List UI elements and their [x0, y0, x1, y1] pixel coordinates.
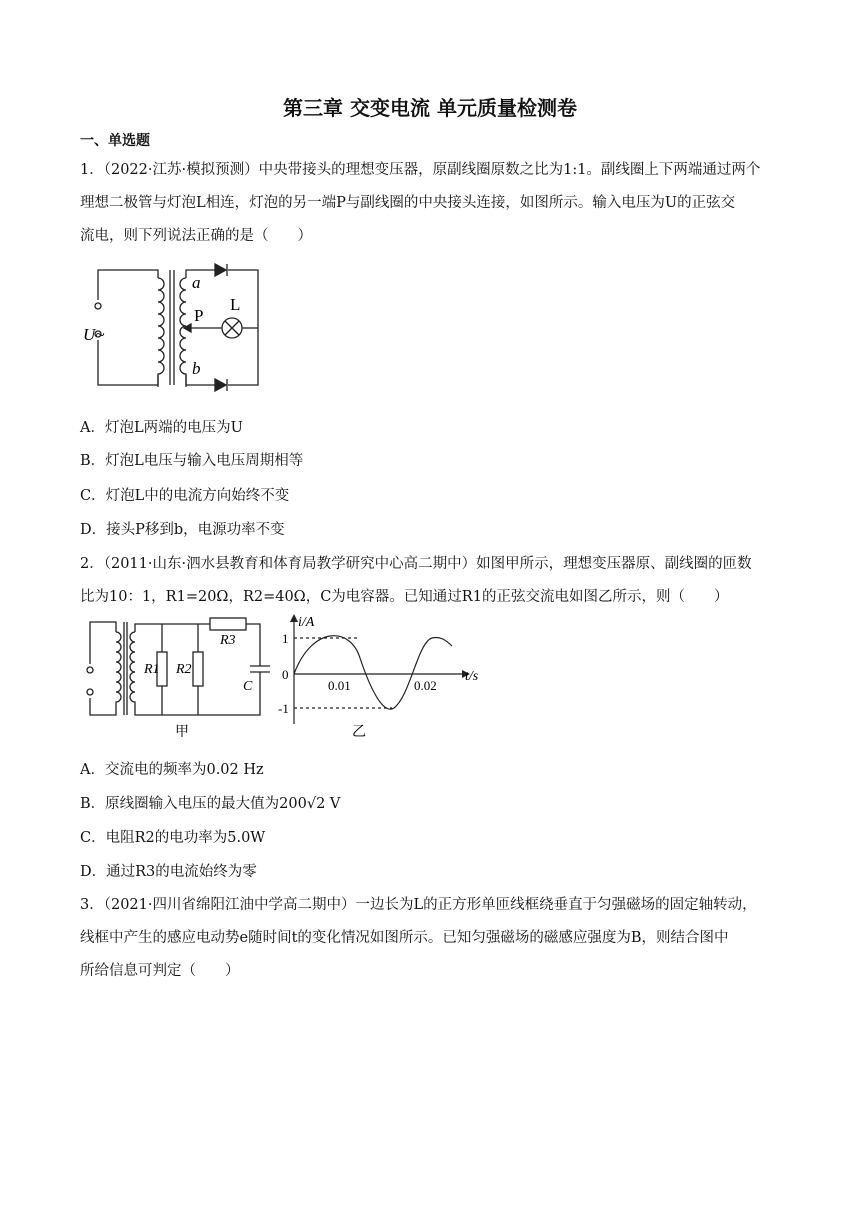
diode-top-icon	[215, 264, 226, 276]
q2-option-d: D．通过R3的电流始终为零	[80, 864, 257, 880]
label-L: L	[230, 295, 241, 314]
q1-text-line-3: 流电，则下列说法正确的是（ ）	[80, 228, 312, 244]
label-r3: R3	[220, 633, 236, 648]
q1-text-line-1: 1．（2022·江苏·模拟预测）中央带接头的理想变压器，原副线圈原数之比为1:1。副线圈上下两端通过两个	[80, 162, 761, 178]
q1-transformer-diagram	[80, 260, 280, 395]
sine-curve	[294, 636, 452, 709]
y-tick-0: 0	[282, 667, 289, 682]
resistor-r3	[210, 618, 246, 630]
resistor-r2	[193, 652, 203, 686]
q1-option-a: A．灯泡L两端的电压为U	[80, 420, 243, 436]
q2-option-a: A．交流电的频率为0.02 Hz	[80, 762, 264, 778]
secondary-bottom-wire	[186, 375, 215, 385]
label-yi: 乙	[352, 725, 366, 740]
q1-option-b: B．灯泡L电压与输入电压周期相等	[80, 453, 304, 469]
label-a: a	[192, 273, 201, 292]
y-tick-1: 1	[282, 631, 289, 646]
y-axis-label: i/A	[298, 615, 315, 630]
q2-text-line-1: 2．（2011·山东·泗水县教育和体育局教学研究中心高二期中）如图甲所示，理想变压器原、副线圈的匝数	[80, 556, 752, 572]
secondary-coil	[180, 278, 186, 387]
q3-text-line-1: 3．（2021·四川省绵阳江油中学高二期中）一边长为L的正方形单匝线框绕垂直于匀强磁场的固定轴转动，	[80, 897, 757, 913]
label-r2: R2	[176, 662, 192, 677]
primary-wire	[98, 270, 158, 300]
page-title: 第三章 交变电流 单元质量检测卷	[283, 96, 577, 120]
label-b: b	[192, 359, 201, 378]
label-r1: R1	[144, 662, 160, 677]
secondary-top-wire	[186, 270, 215, 278]
q1-option-c: C．灯泡L中的电流方向始终不变	[80, 488, 290, 504]
x-tick-001: 0.01	[328, 678, 351, 693]
q2-circuit-diagram	[80, 612, 270, 742]
q2-current-graph	[272, 612, 492, 742]
label-jia: 甲	[175, 725, 189, 740]
label-U: U~	[83, 325, 105, 344]
q1-option-d: D．接头P移到b，电源功率不变	[80, 522, 285, 538]
x-axis-label: t/s	[465, 669, 479, 684]
primary-coil	[158, 278, 164, 387]
q2-option-b: B．原线圈输入电压的最大值为200√2 V	[80, 796, 341, 812]
q1-text-line-2: 理想二极管与灯泡L相连，灯泡的另一端P与副线圈的中央接头连接，如图所示。输入电压为U的正弦交	[80, 195, 736, 211]
section-heading: 一、单选题	[80, 133, 150, 149]
q2-option-c: C．电阻R2的电功率为5.0W	[80, 830, 266, 846]
tap-arrow-icon	[184, 324, 191, 332]
x-tick-002: 0.02	[414, 678, 437, 693]
primary-wire-bottom	[98, 340, 158, 385]
terminal-top	[95, 303, 101, 309]
y-tick-neg1: -1	[278, 701, 289, 716]
q2-text-line-2: 比为10：1，R1=20Ω，R2=40Ω，C为电容器。已知通过R1的正弦交流电如图乙所示，则（ ）	[80, 589, 729, 605]
label-c: C	[243, 679, 253, 694]
diode-bottom-icon	[215, 379, 226, 391]
label-P: P	[194, 306, 204, 325]
q3-text-line-2: 线框中产生的感应电动势e随时间t的变化情况如图所示。已知匀强磁场的磁感应强度为B，则结合图中	[80, 930, 729, 946]
q3-text-line-3: 所给信息可判定（ ）	[80, 963, 240, 979]
